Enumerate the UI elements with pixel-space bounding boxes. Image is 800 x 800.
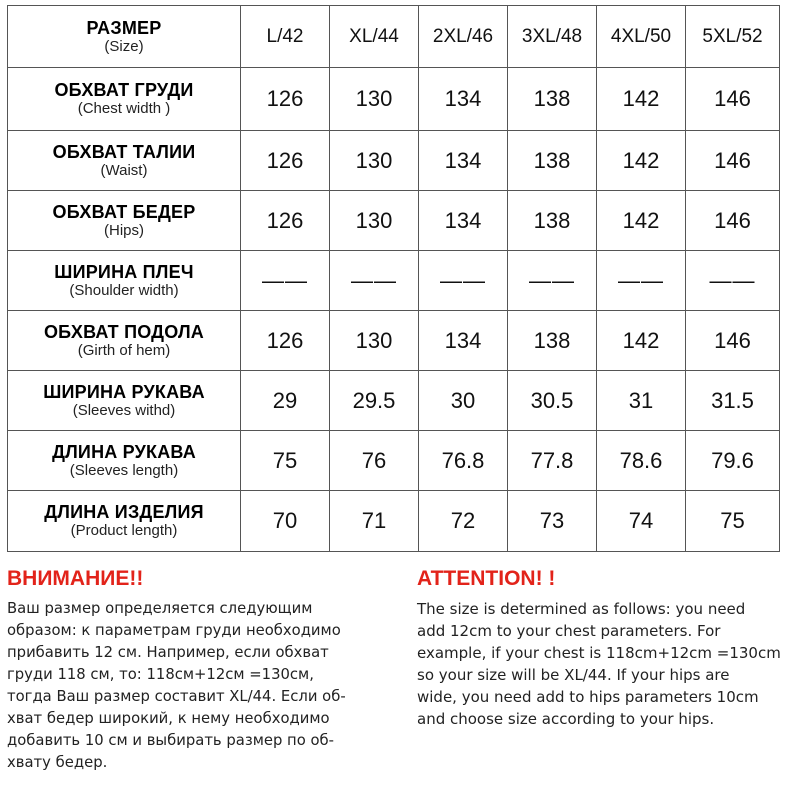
size-chart-table [7, 5, 780, 552]
table-cell: 130 [330, 311, 419, 371]
row-label-sub: (Girth of hem) [77, 341, 171, 359]
table-cell: 142 [597, 131, 686, 191]
table-cell: 130 [330, 68, 419, 131]
size-header: 5XL/52 [686, 6, 780, 68]
row-label-main: ОБХВАТ ПОДОЛА [43, 321, 204, 342]
table-cell: 138 [508, 191, 597, 251]
table-cell: 77.8 [508, 431, 597, 491]
table-cell: 29 [241, 371, 330, 431]
table-cell: 146 [686, 131, 780, 191]
size-label-sub: (Size) [104, 37, 144, 55]
notice-english-body: The size is determined as follows: you need add 12cm to your chest parameters. For example, if your chest is 118cm+12cm =130cm so your size will be XL/44. If your hips are wide, you need add to hips parameters 10cm and choose size according to your hips. [417, 600, 781, 728]
row-label-cell [8, 311, 241, 371]
table-row-waist [8, 131, 780, 191]
row-label-sub: (Waist) [100, 161, 148, 179]
table-cell: 30.5 [508, 371, 597, 431]
table-cell: 75 [686, 491, 780, 552]
table-cell: 138 [508, 131, 597, 191]
table-row-chest [8, 68, 780, 131]
table-row-product-length [8, 491, 780, 552]
row-label-sub: (Hips) [104, 221, 144, 239]
table-cell: 138 [508, 68, 597, 131]
notice-russian-title: ВНИМАНИЕ!! [7, 567, 144, 590]
table-cell: 70 [241, 491, 330, 552]
table-cell: 146 [686, 68, 780, 131]
table-header-row [8, 6, 780, 68]
notice-russian-body: Ваш размер определяется следующим образом: к параметрам груди необходимо прибавить 12 см. Например, если обхват груди 118 см, то: 118см+12см =130см, тогда Ваш размер составит XL/44. Если об- хват бедер широкий, к нему необходимо добавить 10 см и выбирать размер по об- хвату бедер. [7, 600, 346, 771]
table-cell: 146 [686, 191, 780, 251]
table-cell: —— [686, 251, 780, 311]
table-cell: —— [597, 251, 686, 311]
table-cell: 71 [330, 491, 419, 552]
table-cell: 126 [241, 311, 330, 371]
row-label-main: ОБХВАТ ТАЛИИ [52, 141, 196, 162]
table-cell: 142 [597, 68, 686, 131]
row-label-sub: (Shoulder width) [69, 281, 179, 299]
table-cell: 79.6 [686, 431, 780, 491]
size-header: 4XL/50 [597, 6, 686, 68]
table-cell: 73 [508, 491, 597, 552]
table-cell: 74 [597, 491, 686, 552]
row-label-cell [8, 491, 241, 552]
row-label-sub: (Chest width ) [77, 100, 171, 117]
table-row-sleeve-width [8, 371, 780, 431]
row-label-cell [8, 371, 241, 431]
notice-english-title: ATTENTION! ! [417, 567, 556, 590]
row-label-cell [8, 251, 241, 311]
table-cell: 142 [597, 311, 686, 371]
table-cell: 78.6 [597, 431, 686, 491]
notice-russian [7, 566, 402, 774]
table-cell: 76 [330, 431, 419, 491]
table-cell: 75 [241, 431, 330, 491]
table-row-hips [8, 191, 780, 251]
table-row-hem [8, 311, 780, 371]
row-label-main: ШИРИНА ПЛЕЧ [54, 261, 194, 282]
row-label-cell [8, 131, 241, 191]
table-cell: 76.8 [419, 431, 508, 491]
row-label-main: ДЛИНА ИЗДЕЛИЯ [44, 502, 204, 522]
table-cell: 130 [330, 191, 419, 251]
table-cell: —— [241, 251, 330, 311]
size-header: XL/44 [330, 6, 419, 68]
table-cell: 31.5 [686, 371, 780, 431]
table-cell: 142 [597, 191, 686, 251]
table-cell: 146 [686, 311, 780, 371]
row-label-sub: (Sleeves length) [69, 461, 179, 479]
table-cell: 138 [508, 311, 597, 371]
row-label-cell [8, 191, 241, 251]
table-cell: 30 [419, 371, 508, 431]
table-cell: 72 [419, 491, 508, 552]
row-label-sub: (Sleeves withd) [72, 401, 176, 419]
row-label-main: ШИРИНА РУКАВА [43, 381, 205, 402]
row-label-sub: (Product length) [70, 522, 178, 539]
table-cell: 126 [241, 191, 330, 251]
table-cell: 134 [419, 191, 508, 251]
table-row-shoulder [8, 251, 780, 311]
size-header: 3XL/48 [508, 6, 597, 68]
size-header: 2XL/46 [419, 6, 508, 68]
table-cell: 130 [330, 131, 419, 191]
table-cell: 134 [419, 68, 508, 131]
notice-english [417, 566, 797, 730]
size-label-main: РАЗМЕР [86, 17, 162, 38]
table-cell: 126 [241, 68, 330, 131]
table-cell: 134 [419, 131, 508, 191]
table-cell: 31 [597, 371, 686, 431]
table-cell: 29.5 [330, 371, 419, 431]
size-label-cell [8, 6, 241, 68]
table-cell: —— [419, 251, 508, 311]
table-cell: 134 [419, 311, 508, 371]
row-label-main: ОБХВАТ ГРУДИ [54, 80, 194, 100]
table-cell: —— [508, 251, 597, 311]
table-cell: —— [330, 251, 419, 311]
row-label-cell [8, 431, 241, 491]
row-label-main: ДЛИНА РУКАВА [52, 441, 196, 462]
table-row-sleeve-length [8, 431, 780, 491]
table-cell: 126 [241, 131, 330, 191]
row-label-cell [8, 68, 241, 131]
row-label-main: ОБХВАТ БЕДЕР [52, 201, 196, 222]
size-header: L/42 [241, 6, 330, 68]
